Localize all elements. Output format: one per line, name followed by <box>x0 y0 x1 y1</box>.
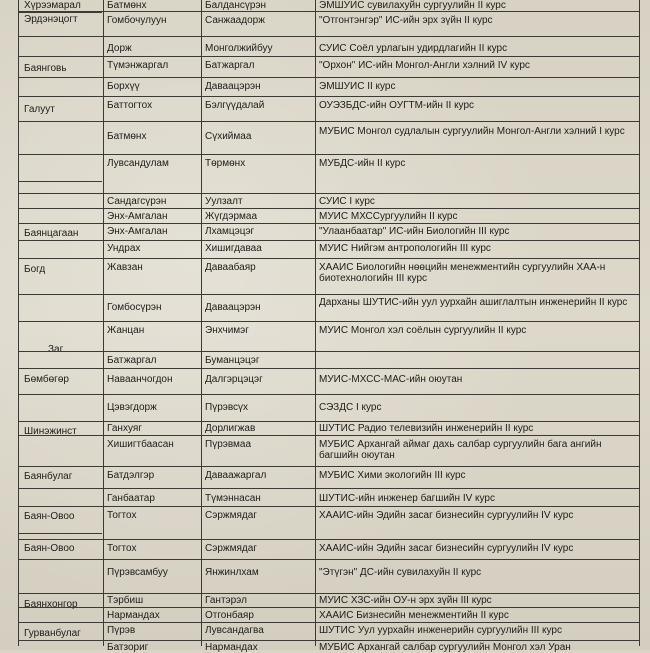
family-name: Батжаргал <box>205 60 255 71</box>
table-row <box>18 77 640 97</box>
given-name: Гомбосүрэн <box>107 302 162 313</box>
given-name: Ундрах <box>107 243 141 254</box>
study-info: ШУТИС Радио телевизийн инженерийн II курс <box>319 423 534 434</box>
family-name: Буманцэцэг <box>205 355 260 366</box>
study-info: "Отгонтэнгэр" ИС-ийн эрх зүйн II курс <box>319 15 493 26</box>
study-info: СЭЗДС I курс <box>319 402 382 413</box>
given-name: Батмөнх <box>107 131 147 142</box>
given-name: Наваанчогдон <box>107 374 173 385</box>
table-row <box>18 154 640 182</box>
given-name: Тогтох <box>107 543 137 554</box>
study-info: ШУТИС Уул уурхайн инженерийн сургуулийн III курс <box>319 625 562 636</box>
family-name: Даваацэрэн <box>205 81 261 92</box>
table-row <box>18 11 640 37</box>
given-name: Лувсандулам <box>107 158 169 169</box>
given-name: Жавзан <box>107 262 143 273</box>
family-name: Сэржмядаг <box>205 510 257 521</box>
family-name: Отгонбаяр <box>205 610 254 621</box>
family-name: Лувсандагва <box>205 625 264 636</box>
study-info: "Улаанбаатар" ИС-ийн Биологийн III курс <box>319 226 510 237</box>
table-row <box>18 258 640 295</box>
given-name: Тогтох <box>107 510 137 521</box>
study-info: МУБИС Хими экологийн III курс <box>319 470 466 481</box>
table-row <box>18 593 640 608</box>
table-row <box>18 321 640 352</box>
family-name: Төрмөнх <box>205 158 246 169</box>
table-row <box>18 351 640 369</box>
study-info: МУБИС Архангай салбар сургуулийн Монгол хэл Уран <box>319 642 571 653</box>
given-name: Хишигтбаасан <box>107 439 174 450</box>
given-name: Энх-Амгалан <box>107 211 168 222</box>
study-info: МУИС Монгол хэл соёлын сургуулийн II курс <box>319 325 527 336</box>
table-row <box>18 466 640 489</box>
family-name: Гантэрэл <box>205 595 247 606</box>
table-row <box>18 208 640 224</box>
family-name: Сэржмядаг <box>205 543 257 554</box>
family-name: Даваацэрэн <box>205 302 261 313</box>
table-row <box>18 240 640 259</box>
family-name: Энхчимэг <box>205 325 249 336</box>
study-info: СУИС Соёл урлагын удирдлагийн II курс <box>319 43 508 54</box>
family-name: Пүрэвсүх <box>205 402 249 413</box>
family-name: Түмэннасан <box>205 493 261 504</box>
given-name: Пүрэв <box>107 625 136 636</box>
table-row <box>18 559 640 594</box>
given-name: Ганхуяг <box>107 423 142 434</box>
family-name: Нармандах <box>205 642 258 653</box>
table-row <box>18 368 640 395</box>
table-row <box>18 96 640 122</box>
given-name: Батзориг <box>107 642 149 653</box>
region-name: Баян-Овоо <box>24 511 75 522</box>
table-row <box>18 36 640 57</box>
region-name: Галуут <box>24 104 55 115</box>
table-row <box>18 435 640 467</box>
region-name: Бөмбөгөр <box>24 374 69 385</box>
study-info: ОУЭЗБДС-ийн ОУГТМ-ийн II курс <box>319 100 475 111</box>
family-name: Даваажаргал <box>205 470 267 481</box>
region-name: Заг <box>48 344 64 355</box>
study-info: Дарханы ШУТИС-ийн уул уурхайн ашиглалтын инженерийн II курс <box>319 297 628 308</box>
study-info: ХААИС Биологийн нөөцийн менежментийн сургуулийн ХАА-н биотехнологийн III курс <box>319 262 606 284</box>
family-name: Дорлигжав <box>205 423 256 434</box>
study-info: СУИС I курс <box>319 196 375 207</box>
study-info: МУИС-МХСС-МАС-ийн оюутан <box>319 374 463 385</box>
study-info: ШУТИС-ийн инженер багшийн IV курс <box>319 493 495 504</box>
table-row <box>18 488 640 507</box>
study-info <box>316 352 640 369</box>
table-row <box>18 394 640 422</box>
given-name: Ганбаатар <box>107 493 155 504</box>
family-name: Лхамцэцэг <box>205 226 255 237</box>
table-row <box>18 193 640 209</box>
given-name: Гомбочулуун <box>107 15 167 26</box>
given-name: Тэрбиш <box>107 595 144 606</box>
study-info: ЭМШУИС II курс <box>319 81 396 92</box>
given-name: Батдэлгэр <box>107 470 155 481</box>
study-info: ХААИС-ийн Эдийн засаг бизнесийн сургуулийн IV курс <box>319 510 574 521</box>
given-name: Баттогтох <box>107 100 153 111</box>
region-name: Баянхонгор <box>24 599 78 610</box>
region-name: Баянговь <box>24 63 67 74</box>
given-name: Түмэнжаргал <box>107 60 169 71</box>
family-name: Янжинлхам <box>205 567 259 578</box>
family-name: Даваабаяр <box>205 262 256 273</box>
table-row <box>18 506 640 534</box>
family-name: Монголжийбуу <box>205 43 273 54</box>
study-info: МУИС Нийгэм антропологийн III курс <box>319 243 491 254</box>
family-name: Уулзалт <box>205 196 243 207</box>
table-row <box>18 607 640 623</box>
family-name: Пүрэвмаа <box>205 439 252 450</box>
family-name: Хишигдаваа <box>205 243 262 254</box>
table-row <box>18 223 640 241</box>
given-name: Пүрэвсамбуу <box>107 567 168 578</box>
table-row <box>18 622 640 641</box>
region-name: Баянбулаг <box>24 471 73 482</box>
table-row <box>18 640 640 651</box>
study-info: МУИС МХССургуулийн II курс <box>319 211 458 222</box>
study-info: ЭМШУИС сувилахуйн сургуулийн II курс <box>319 0 506 11</box>
given-name: Сандагсүрэн <box>107 196 167 207</box>
table-row <box>18 294 640 322</box>
given-name: Энх-Амгалан <box>107 226 168 237</box>
family-name: Жүгдэрмаа <box>205 211 258 222</box>
given-name: Цэвэгдорж <box>107 402 157 413</box>
family-name: Далгэрцэцэг <box>205 374 263 385</box>
region-name: Эрдэнэцогт <box>24 14 78 25</box>
family-name: Сүхиймаа <box>205 131 252 142</box>
study-info: "Этүгэн" ДС-ийн сувилахуйн II курс <box>319 567 482 578</box>
given-name: Жанцан <box>107 325 145 336</box>
given-name: Батмөнх <box>107 0 147 11</box>
given-name: Нармандах <box>107 610 160 621</box>
region-name: Хүрээмарал <box>24 0 81 11</box>
given-name: Борхүү <box>107 81 140 92</box>
study-info: МУИС ХЗС-ийн ОУ-н эрх зүйн III курс <box>319 595 492 606</box>
study-info: МУБДС-ийн II курс <box>319 158 406 169</box>
given-name: Дорж <box>107 43 132 54</box>
table-row <box>18 421 640 436</box>
region-name: Гурванбулаг <box>24 628 81 639</box>
table-row <box>18 539 640 560</box>
study-info: "Орхон" ИС-ийн Монгол-Англи хэлний IV курс <box>319 60 530 71</box>
study-info: МУБИС Монгол судлалын сургуулийн Монгол-Англи хэлний I курс <box>319 126 625 137</box>
region-name: Богд <box>24 264 46 275</box>
table-row <box>18 56 640 78</box>
table-row <box>18 121 640 155</box>
family-name: Балдансүрэн <box>205 0 267 11</box>
given-name: Батжаргал <box>107 355 157 366</box>
study-info: ХААИС-ийн Эдийн засаг бизнесийн сургуулийн IV курс <box>319 543 574 554</box>
region-name: Шинэжинст <box>24 426 77 437</box>
family-name: Санжаадорж <box>205 15 265 26</box>
region-name: Баян-Овоо <box>24 543 75 554</box>
region-name: Баянцагаан <box>24 228 79 239</box>
family-name: Бэлгүүдалай <box>205 100 265 111</box>
study-info: ХААИС Бизнесийн менежментийн II курс <box>319 610 509 621</box>
study-info: МУБИС Архангай аймаг дахь салбар сургуулийн бага ангийн багшийн оюутан <box>319 439 602 461</box>
